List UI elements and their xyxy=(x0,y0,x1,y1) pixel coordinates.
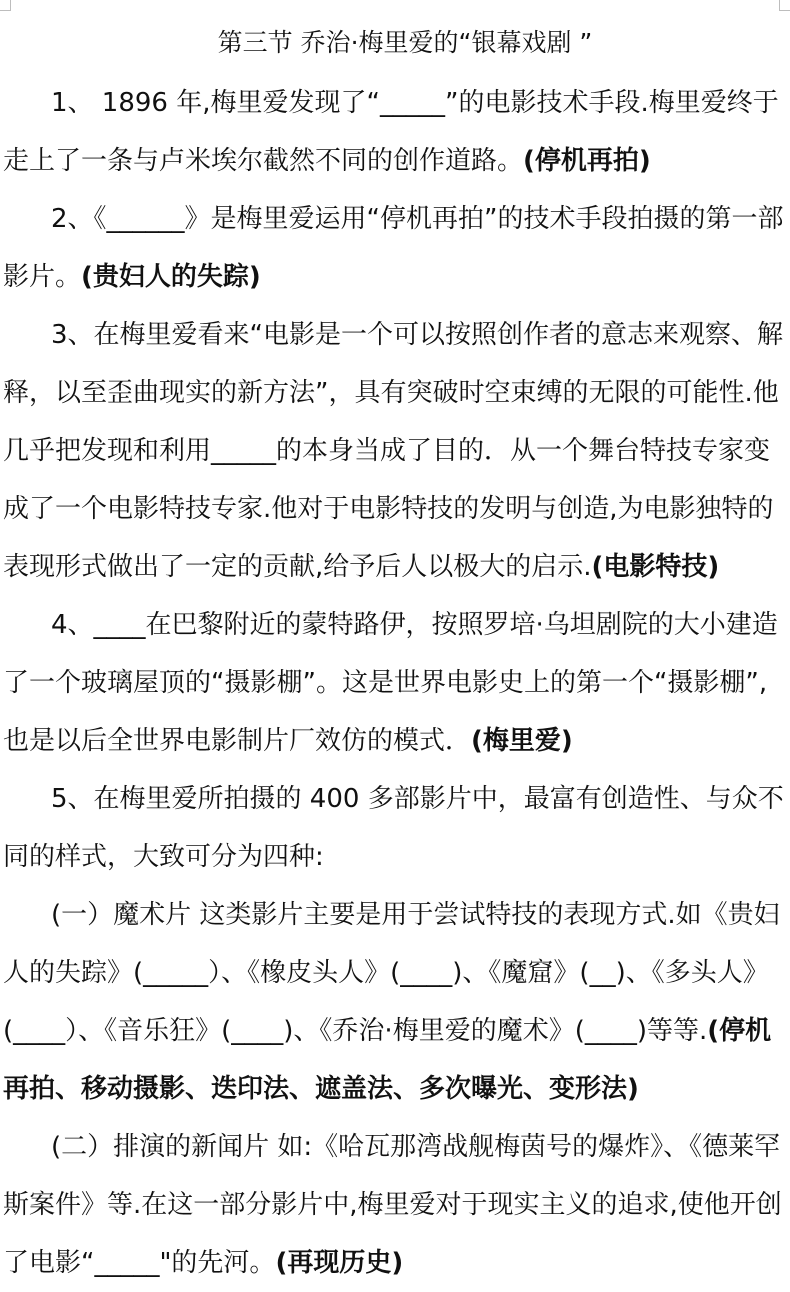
question-4-text: 4、____在巴黎附近的蒙特路伊，按照罗培·乌坦剧院的大小建造了一个玻璃屋顶的“摄影棚”。这是世界电影史上的第一个“摄影棚”,也是以后全世界电影制片厂效仿的模式． xyxy=(3,610,778,756)
question-3-answer: (电影特技) xyxy=(591,552,720,582)
question-5-part-1 xyxy=(0,886,790,1118)
question-5-part-1-answer: (停机再拍、移动摄影、迭印法、遮盖法、多次曝光、变形法) xyxy=(3,1016,772,1104)
question-1-answer: (停机再拍) xyxy=(523,146,651,176)
question-5 xyxy=(0,770,790,886)
question-4-answer: (梅里爱) xyxy=(471,726,573,756)
question-5-text: 5、在梅里爱所拍摄的 400 多部影片中，最富有创造性、与众不同的样式，大致可分为四种: xyxy=(3,784,784,872)
question-5-part-1-text: (一）魔术片 这类影片主要是用于尝试特技的表现方式.如《贵妇人的失踪》(_____）、《橡皮头人》(____)、《魔窟》(__)、《多头人》(____）、《音乐狂》(____)、《乔治·梅里爱的魔术》(____)等等. xyxy=(3,900,780,1046)
question-5-part-2-answer: (再现历史) xyxy=(275,1248,404,1278)
question-3-text: 3、在梅里爱看来“电影是一个可以按照创作者的意志来观察、解释，以至歪曲现实的新方法”，具有突破时空束缚的无限的可能性.他几乎把发现和利用_____的本身当成了目的．从一个舞台特技专家变成了一个电影特技专家.他对于电影特技的发明与创造,为电影独特的表现形式做出了一定的贡献,给予后人以极大的启示. xyxy=(3,320,784,582)
question-1 xyxy=(0,74,790,190)
section-title: 第三节 乔治·梅里爱的“银幕戏剧 ” xyxy=(217,28,593,57)
question-5-part-2-text: (二）排演的新闻片 如:《哈瓦那湾战舰梅茵号的爆炸》、《德莱罕斯案件》等.在这一部分影片中,梅里爱对于现实主义的追求,使他开创了电影“_____"的先河。 xyxy=(3,1132,782,1278)
question-2-text: 2、《______》是梅里爱运用“停机再拍”的技术手段拍摄的第一部影片。 xyxy=(3,204,784,292)
question-5-part-2 xyxy=(0,1118,790,1292)
question-4 xyxy=(0,596,790,770)
question-2 xyxy=(0,190,790,306)
question-3 xyxy=(0,306,790,596)
question-2-answer: (贵妇人的失踪) xyxy=(81,262,261,292)
question-1-text: 1、 1896 年,梅里爱发现了“_____”的电影技术手段.梅里爱终于走上了一条与卢米埃尔截然不同的创作道路。 xyxy=(3,88,779,176)
